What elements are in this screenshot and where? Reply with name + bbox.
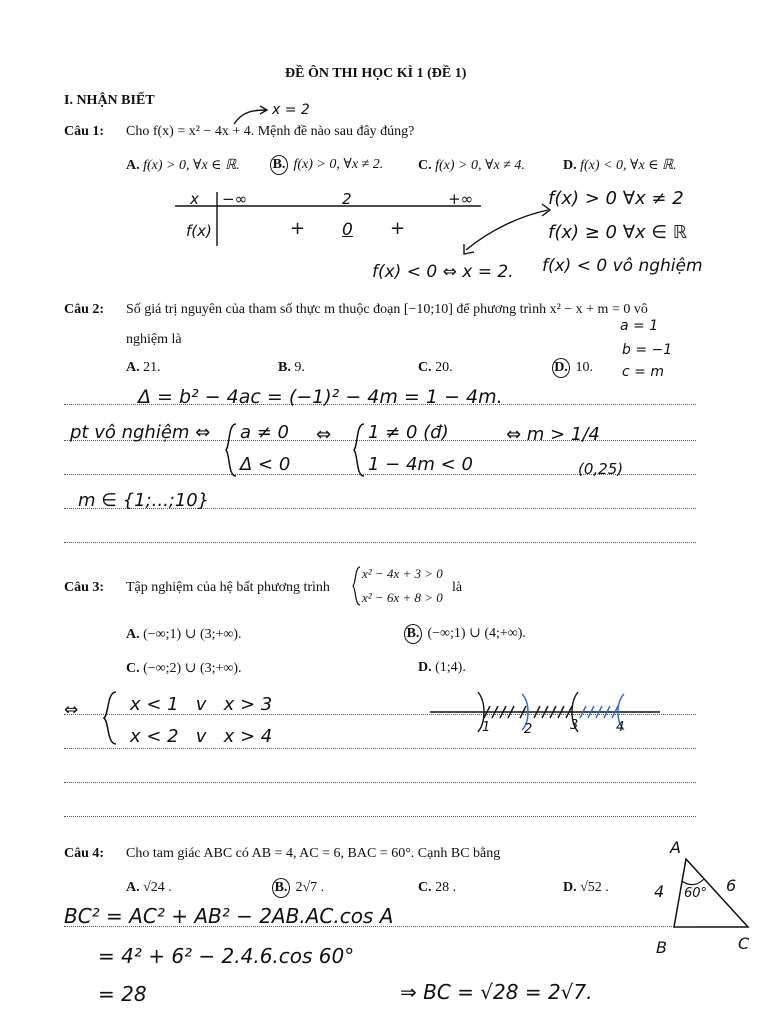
option-text: 10. [575,360,593,375]
q4-option-c[interactable] [418,880,456,896]
option-letter: A. [126,360,140,375]
dotted-line [64,542,696,543]
dotted-line [64,782,696,783]
option-text: 21. [143,360,161,375]
q2-stem-2: nghiệm là [126,332,182,347]
q3-work-1: x < 1 v x > 3 [130,694,273,715]
option-text: 2√7 . [295,880,325,895]
q4-option-d[interactable] [563,880,609,896]
q4-angle: 60° [684,886,708,901]
q1-table-pinf: +∞ [448,190,474,208]
q3-option-b[interactable] [404,624,526,644]
option-text: (1;4). [435,660,466,675]
q1-label: Câu 1: [64,124,105,139]
q3-option-a[interactable] [126,626,242,643]
q2-work-true: 1 ≠ 0 (đ) [368,422,449,443]
q4-work-1: BC² = AC² + AB² − 2AB.AC.cos A [64,904,394,928]
option-letter: B. [278,360,291,375]
q1-table-plus2: + [390,218,406,239]
section-heading: I. NHẬN BIẾT [64,93,155,108]
q2-work-cond: pt vô nghiệm ⇔ [70,422,211,443]
q4-label: Câu 4: [64,846,105,861]
q4-option-a[interactable] [126,880,172,896]
dotted-line [64,748,696,749]
q2-work-ineq: 1 − 4m < 0 [368,454,473,475]
option-text: f(x) > 0, ∀x ≠ 2. [293,157,384,172]
q4-option-b[interactable] [272,878,324,898]
option-text: f(x) < 0, ∀x ∈ ℝ. [580,158,677,173]
q3-tick-3: 3 [570,718,579,733]
q1-stem: Cho f(x) = x² − 4x + 4. Mệnh đề nào sau đây đúng? [126,124,415,139]
option-text: (−∞;1) ∪ (4;+∞). [427,626,526,641]
q1-table-minf: −∞ [222,190,248,208]
q1-note-4: f(x) < 0 vô nghiệm [542,256,703,276]
q2-work-a: a ≠ 0 [240,422,290,443]
option-text: 28 . [435,880,457,895]
option-letter: C. [418,880,432,895]
q2-work-set: m ∈ {1;...;10} [78,490,210,511]
option-text: 20. [435,360,453,375]
q2-brace-1 [224,422,238,478]
option-letter: A. [126,158,140,173]
q2-side-a: a = 1 [620,318,659,334]
q2-work-decimal: (0,25) [578,460,624,478]
q1-note-2: f(x) ≥ 0 ∀x ∈ ℝ [548,222,688,243]
q3-work-brace [102,690,118,746]
option-text: √52 . [580,880,609,895]
q4-side-ab: 4 [654,882,665,901]
q1-table-root: 2 [342,190,352,208]
q2-option-d[interactable] [552,358,593,378]
option-letter: C. [418,360,432,375]
q1-note-1: f(x) > 0 ∀x ≠ 2 [548,188,684,209]
q2-stem: Số giá trị nguyên của tham số thực m thuộc đoạn [−10;10] để phương trình x² − x + m = 0 vô [126,302,648,317]
q4-vertex-c: C [738,934,750,953]
q4-stem: Cho tam giác ABC có AB = 4, AC = 6, BAC = 60°. Cạnh BC bằng [126,846,501,861]
option-letter: C. [126,661,140,676]
q3-tick-1: 1 [482,720,491,735]
q3-option-d[interactable] [418,660,466,676]
q4-vertex-a: A [670,838,681,857]
q4-vertex-b: B [656,938,667,957]
q2-work-delta: Δ = b² − 4ac = (−1)² − 4m = 1 − 4m. [138,386,503,408]
q1-table-x: x [190,190,199,208]
q1-table-plus1: + [290,218,306,239]
q3-number-line [430,686,670,746]
q3-system-2: x² − 6x + 8 > 0 [362,590,443,605]
page-title: ĐỀ ÔN THI HỌC KÌ 1 (ĐỀ 1) [285,66,467,81]
q4-work-4: ⇒ BC = √28 = 2√7. [400,980,593,1004]
option-letter-circled: B. [404,624,422,644]
option-letter: D. [563,880,577,895]
option-text: (−∞;1) ∪ (3;+∞). [143,627,242,642]
q2-work-result: ⇔ m > 1/4 [506,424,600,445]
q4-work-3: = 28 [98,982,147,1006]
q1-option-d[interactable] [563,157,677,174]
option-letter: D. [563,158,577,173]
q2-label: Câu 2: [64,302,105,317]
q1-note-arrows [460,200,560,260]
q1-option-c[interactable] [418,157,525,174]
q2-option-b[interactable] [278,360,305,376]
q3-work-2: x < 2 v x > 4 [130,726,273,747]
q2-work-d: Δ < 0 [240,454,291,475]
q3-label: Câu 3: [64,580,105,595]
q3-system-brace [352,566,362,606]
q2-work-equiv: ⇔ [316,424,332,445]
q1-note-arrow [232,106,272,126]
option-text: f(x) > 0, ∀x ∈ ℝ. [143,158,240,173]
option-text: √24 . [143,880,172,895]
q1-note: x = 2 [272,102,310,118]
q1-table-zero: 0 [342,220,353,240]
q3-system-1: x² − 4x + 3 > 0 [362,566,443,581]
option-letter-circled: B. [270,155,288,175]
q1-table-fx: f(x) [186,222,212,240]
q3-option-c[interactable] [126,660,242,677]
q3-tick-4: 4 [616,720,625,735]
q1-option-a[interactable] [126,157,240,174]
option-text: 9. [294,360,305,375]
q3-work-equiv: ⇔ [64,700,79,720]
option-text: (−∞;2) ∪ (3;+∞). [143,661,242,676]
q2-option-a[interactable] [126,360,161,376]
q4-work-2: = 4² + 6² − 2.4.6.cos 60° [98,944,355,968]
q2-option-c[interactable] [418,360,453,376]
q1-note-3: f(x) < 0 ⇔ x = 2. [372,262,514,282]
dotted-line [64,816,696,817]
option-letter: C. [418,158,432,173]
q3-stem: Tập nghiệm của hệ bất phương trình [126,580,330,595]
option-letter: A. [126,880,140,895]
q2-side-b: b = −1 [622,342,673,358]
option-letter: D. [418,660,432,675]
option-text: f(x) > 0, ∀x ≠ 4. [435,158,525,173]
option-letter-circled: D. [552,358,570,378]
q3-tick-2: 2 [524,722,533,737]
q2-brace-2 [352,422,366,478]
option-letter-circled: B. [272,878,290,898]
q4-side-ac: 6 [726,876,737,895]
option-letter: A. [126,627,140,642]
q1-option-b[interactable] [270,155,383,175]
q2-side-c: c = m [622,364,664,380]
q3-tail: là [452,580,463,595]
